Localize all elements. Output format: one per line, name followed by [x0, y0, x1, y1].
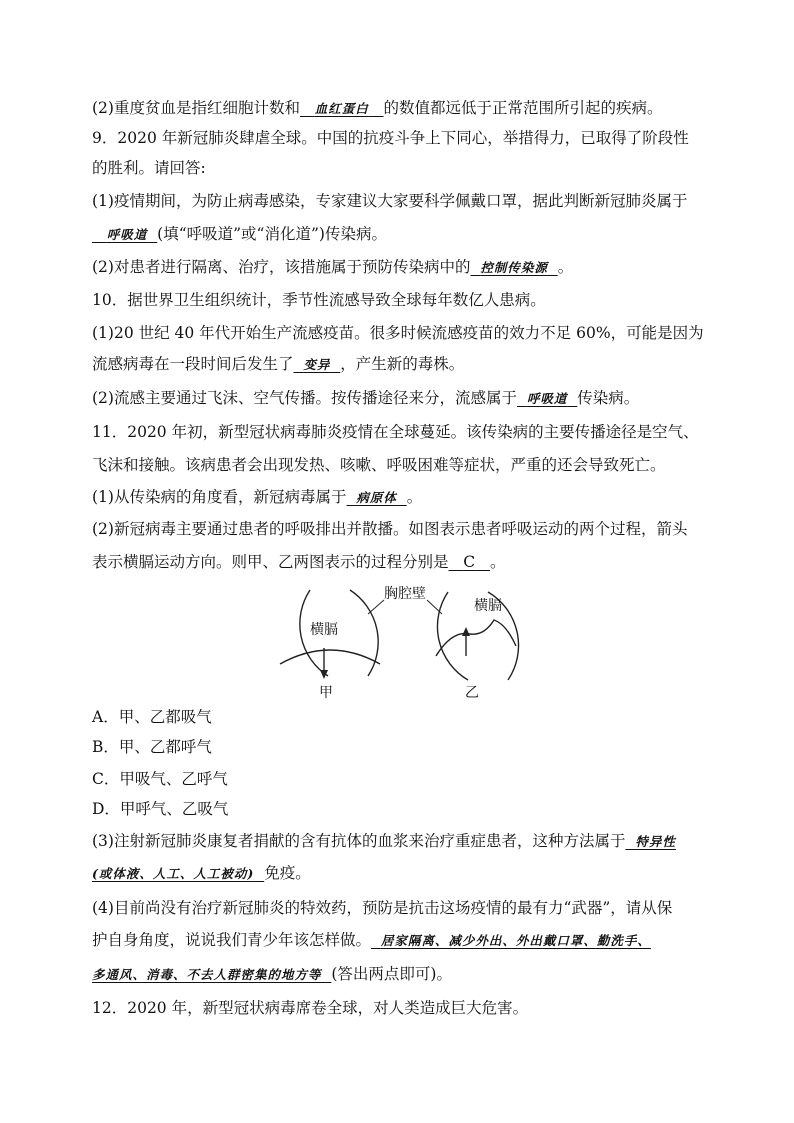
q11-part1-blank-left [346, 488, 356, 506]
q11-part1-after: 。 [406, 488, 423, 506]
q8-part2-line [92, 97, 663, 120]
q10-part2-after: 传染病。 [577, 389, 640, 407]
yi-arrow-head [462, 627, 470, 636]
q9-stem-line2: 的胜利。请回答: [92, 159, 206, 177]
q11-part3-line2 [92, 862, 311, 885]
q9-stem-line1: 9．2020 年新冠肺炎肆虐全球。中国的抗疫斗争上下同心，举措得力，已取得了阶段性 [92, 129, 689, 147]
q11-part1-before: (1)从传染病的角度看，新冠病毒属于 [92, 488, 347, 506]
q11-part2-blank-left [449, 553, 464, 571]
q9-part2-blank-left [470, 258, 480, 276]
yi-diaphragm-label: 横膈 [474, 598, 502, 614]
q9-part2-after: 。 [557, 258, 574, 276]
q10-part2-answer: 呼吸道 [526, 391, 568, 406]
q10-part2-blank-right [567, 389, 577, 407]
q10-part1-blank-right [330, 355, 340, 373]
q11-part3-answer-a: 特异性 [635, 834, 676, 849]
q11-part2-after: 。 [489, 553, 506, 571]
q10-part2-blank-left [517, 389, 527, 407]
chest-wall-leader-left [368, 600, 384, 614]
q11-part4-line3 [92, 963, 452, 986]
jia-diaphragm-label: 横膈 [310, 622, 338, 638]
q11-part4-line2 [92, 929, 651, 952]
q10-stem: 10．据世界卫生组织统计，季节性流感导致全球每年数亿人患病。 [92, 291, 546, 309]
jia-chest-wall-right [350, 590, 378, 676]
chest-wall-label: 胸腔壁 [384, 586, 426, 602]
q11-part1-answer: 病原体 [356, 490, 397, 505]
yi-diaphragm [436, 620, 516, 656]
q11-part3-blank-right [254, 864, 264, 882]
q11-part4-line1: (4)目前尚没有治疗新冠肺炎的特效药，预防是抗击这场疫情的最有力“武器”，请从保 [92, 899, 673, 917]
q9-part1-answer: 呼吸道 [106, 227, 148, 242]
q8-part2-answer: 血红蛋白 [314, 101, 369, 116]
q11-part3-line1 [92, 830, 676, 853]
q10-part1-line1: (1)20 世纪 40 年代开始生产流感疫苗。很多时候流感疫苗的效力不足 60%，可能是因为 [92, 324, 704, 342]
q11-part2-blank-right [475, 553, 490, 571]
q11-part4-after: (答出两点即可)。 [331, 965, 452, 983]
q11-part2-before: 表示横膈运动方向。则甲、乙两图表示的过程分别是 [92, 553, 449, 571]
q10-part2-line [92, 387, 639, 410]
q11-part3-blank-left [625, 832, 635, 850]
q11-part4-answer-b: 多通风、消毒、不去人群密集的地方等 [92, 967, 322, 982]
q11-part4-before: 护自身角度，说说我们青少年该怎样做。 [92, 931, 372, 949]
q9-part2-answer: 控制传染源 [480, 260, 548, 275]
q10-part2-before: (2)流感主要通过飞沫、空气传播。按传播途径来分，流感属于 [92, 389, 517, 407]
q9-part1-line1: (1)疫情期间，为防止病毒感染，专家建议大家要科学佩戴口罩，据此判断新冠肺炎属于 [92, 192, 688, 210]
q10-part1-answer: 变异 [303, 357, 331, 372]
q9-part1-blank-left [92, 225, 107, 243]
q8-part2-after: 的数值都远低于正常范围所引起的疾病。 [383, 99, 663, 117]
q10-part1-after: ，产生新的毒株。 [340, 355, 465, 373]
q11-part4-blank-right [322, 965, 332, 983]
q11-part1-line [92, 486, 422, 509]
q9-part1-blank-right [147, 225, 157, 243]
q11-part4-blank-left [371, 931, 381, 949]
q12-stem: 12．2020 年，新型冠状病毒席卷全球，对人类造成巨大危害。 [92, 999, 529, 1017]
q11-part2-line1: (2)新冠病毒主要通过患者的呼吸排出并散播。如图表示患者呼吸运动的两个过程，箭头 [92, 520, 688, 538]
jia-label: 甲 [319, 685, 333, 701]
q9-part1-line2 [92, 223, 387, 246]
q11-part3-after: 免疫。 [264, 864, 311, 882]
jia-diaphragm [280, 650, 380, 664]
yi-label: 乙 [465, 685, 479, 701]
q8-part2-blank-left [300, 99, 315, 117]
q10-part1-blank-left [294, 355, 304, 373]
q10-part1-before: 流感病毒在一段时间后发生了 [92, 355, 294, 373]
q8-part2-before: (2)重度贫血是指红细胞计数和 [92, 99, 300, 117]
q11-option-d: D．甲呼气、乙吸气 [92, 800, 229, 818]
q11-option-a: A．甲、乙都吸气 [92, 708, 212, 726]
q11-part3-answer-b: (或体液、人工、人工被动) [92, 866, 255, 881]
q11-option-b: B．甲、乙都呼气 [92, 738, 212, 756]
q11-stem-line1: 11．2020 年初，新型冠状病毒肺炎疫情在全球蔓延。该传染病的主要传播途径是空气、 [92, 423, 699, 441]
q11-option-c: C．甲吸气、乙呼气 [92, 770, 228, 788]
q11-part3-before: (3)注射新冠肺炎康复者捐献的含有抗体的血浆来治疗重症患者，这种方法属于 [92, 832, 626, 850]
q8-part2-blank-right [369, 99, 384, 117]
q11-part1-blank-right [397, 488, 407, 506]
q11-part2-answer: C [463, 553, 476, 571]
q9-part2-line [92, 256, 573, 279]
q11-part2-line2 [92, 551, 505, 573]
q10-part1-line2 [92, 353, 464, 376]
q11-stem-line2: 飞沫和接触。该病患者会出现发热、咳嗽、呼吸困难等症状，严重的还会导致死亡。 [92, 456, 666, 474]
q9-part2-before: (2)对患者进行隔离、治疗，该措施属于预防传染病中的 [92, 258, 471, 276]
q9-part2-blank-right [548, 258, 558, 276]
respiration-diagram [272, 580, 522, 702]
q9-part1-after: (填“呼吸道”或“消化道”)传染病。 [157, 225, 387, 243]
q11-part4-answer-a: 居家隔离、减少外出、外出戴口罩、勤洗手、 [380, 933, 651, 948]
